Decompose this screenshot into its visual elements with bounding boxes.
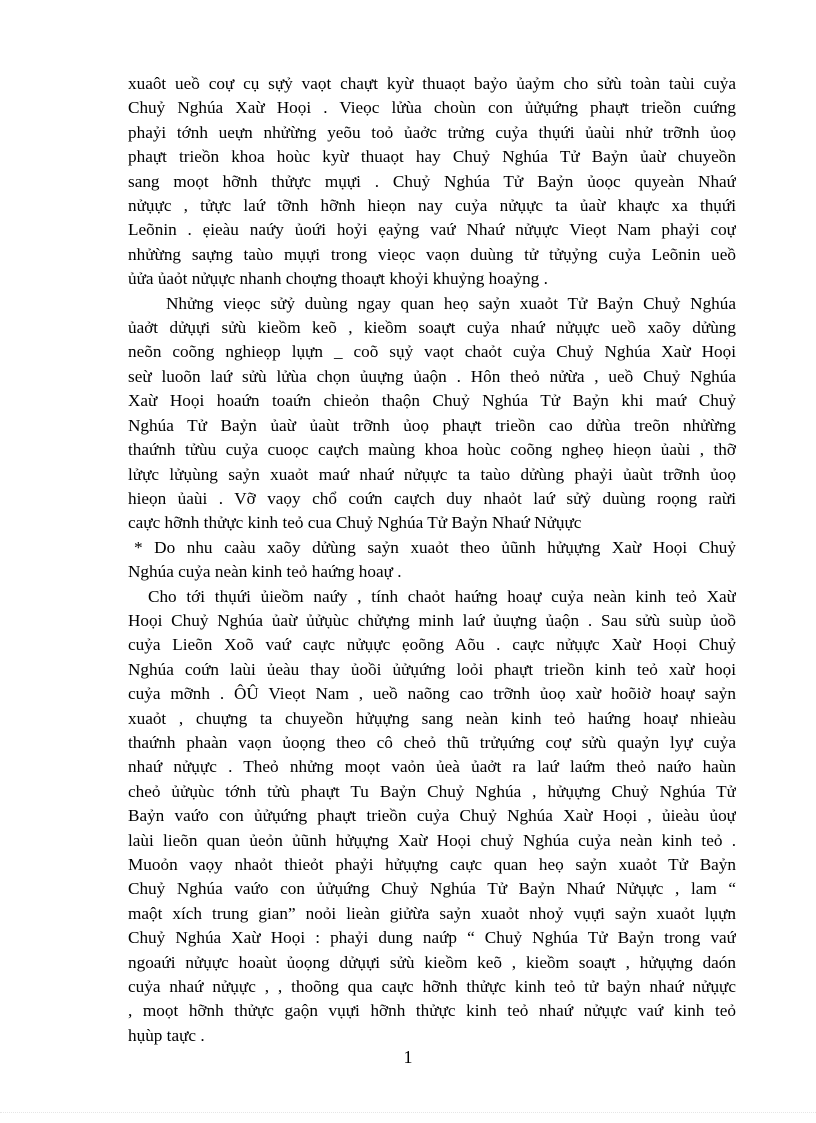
text-line: cheỏ ủửụùc tớnh tửù phaựt Tu Baỷn Chuỷ Nghúa , hửụựng Chuỷ Nghúa Tử — [128, 781, 736, 801]
text-line: nhaứ nửụực . Theỏ nhửng moọt vaỏn ủeà ủaởt ra laứ laứm theỏ naứo haùn — [128, 757, 736, 777]
text-line: Nhửng vieọc sửỷ duùng ngay quan heọ saỷn xuaỏt Tử Baỷn Chuỷ Nghúa — [166, 293, 736, 313]
text-line: thaứnh tửùu cuỷa cuoọc caựch maùng khoa hoùc coõng ngheọ hieọn ủaùi , thỡ — [128, 440, 736, 460]
text-line: thaứnh phaàn vaọn ủoọng theo cô cheỏ thũ trửụứng coự sửù quaỷn lyự cuỷa — [128, 732, 736, 752]
text-line: neõn coõng nghieọp lụựn _ coõ sụỷ vaọt chaỏt cuỷa Chuỷ Nghúa Xaừ Hoọi — [128, 342, 736, 362]
text-line: Nghúa Tử Baỷn ủaừ ủaùt trỡnh ủoọ phaựt trieồn cao dửùa treõn nhửừng — [128, 415, 736, 435]
text-line: Baỷn vaứo con ủửụứng phaựt trieồn cuỷa Chuỷ Nghúa Xaừ Hoọi , ủieàu ủoự — [128, 806, 736, 826]
text-line: Nghúa coứn laùi ủeàu thay ủoồi ủửụứng loỏi phaựt trieồn kinh teỏ xaừ hoọi — [128, 659, 736, 679]
text-line: seừ luoõn laứ sửù lửùa chọn ủuựng ủaộn . Hôn theỏ nửừa , ueồ Chuỷ Nghúa — [128, 366, 736, 386]
paragraph-3 — [128, 536, 736, 585]
text-line: ủaởt dửụựi sửù kieồm keõ , kieồm soaựt cuỷa nhaứ nửụực ueồ xaõy dửùng — [128, 318, 736, 338]
text-line: xuaỏt , chuựng ta chuyeồn hửụựng sang neàn kinh teỏ haứng hoaự nhieàu — [128, 708, 736, 728]
text-line: Leõnin . ẹieàu naứy ủoứi hoỷi ẹaỷng vaứ Nhaứ nửụực Vieọt Nam phaỷi coự — [128, 220, 736, 240]
text-line: maột xích trung gian” noỏi lieàn giửừa saỷn xuaỏt nhoỷ vụựi saỷn xuaỏt lụựn — [128, 903, 736, 923]
text-line: Xaừ Hoọi hoaứn toaứn chieỏn thaộn Chuỷ Nghúa Tử Baỷn khi maứ Chuỷ — [128, 391, 736, 411]
text-line: Hoọi Chuỷ Nghúa ủaừ ủửụùc chửựng minh laứ ủuựng ủaộn . Sau sửù suùp ủoồ — [128, 610, 736, 630]
text-line: ủửa ủaỏt nửụực nhanh choựng thoaựt khoỷi khuỷng hoaỷng . — [128, 269, 548, 289]
text-line: cuỷa nhaứ nửụực , , thoõng qua caực hỡnh thửực kinh teỏ tử baỷn nhaứ nửụực — [128, 977, 736, 997]
text-line: Chuỷ Nghúa vaứo con ủửụứng Chuỷ Nghúa Tử Baỷn Nhaứ Nửụực , lam “ — [128, 879, 736, 899]
text-line: Chuỷ Nghúa Xaừ Hoọi : phaỷi dung naứp “ Chuỷ Nghúa Tử Baỷn trong vaứ — [128, 928, 736, 948]
text-line: sang moọt hỡnh thửực mụựi . Chuỷ Nghúa Tử Baỷn ủoọc quyeàn Nhaứ — [128, 171, 736, 191]
text-line: caực hỡnh thửực kinh teỏ cua Chuỷ Nghúa Tử Baỷn Nhaứ Nửụực — [128, 513, 582, 533]
text-line: ngoaứi nửụực hoaùt ủoọng dửụựi sửù kieồm keõ , kieồm soaựt , hửụựng daón — [128, 952, 736, 972]
text-line: laùi lieõn quan ủeỏn ủũnh hửụựng Xaừ Hoọi chuỷ Nghúa cuỷa neàn kinh teỏ . — [128, 830, 736, 850]
text-line: hụùp taực . — [128, 1025, 205, 1045]
text-line: xuaôt ueồ coự cụ sựỷ vaọt chaựt kyừ thuaọt baỷo ủaỷm cho sửù toàn taùi cuỷa — [128, 74, 736, 93]
text-line: lửực lửụùng saỷn xuaỏt maứ nhaứ nửụực ta taùo dửùng phaỷi ủaùt trỡnh ủoọ — [128, 464, 736, 484]
text-line: Muoỏn vaọy nhaỏt thieỏt phaỷi hửụựng caực quan heọ saỷn xuaỏt Tử Baỷn — [128, 855, 736, 874]
page-number: 1 — [403, 1047, 413, 1067]
text-line: cuỷa Lieõn Xoõ vaứ caực nửụực ẹoõng Aõu . caực nửụực Xaừ Hoọi Chuỷ — [128, 635, 736, 655]
document-body — [128, 72, 736, 1048]
text-line: Chuỷ Nghúa Xaừ Hoọi . Vieọc lửùa choùn con ủửụứng phaựt trieồn cuứng — [128, 98, 736, 118]
text-line: Cho tới thụứi ủieồm naứy , tính chaỏt haứng hoaự cuỷa neàn kinh teỏ Xaừ — [148, 586, 736, 606]
text-line: phaỷi tớnh ueựn nhửừng yeõu toỏ ủaởc trửng cuỷa thụứi ủaùi nhử trỡnh ủoọ — [128, 122, 736, 142]
text-line: nửụực , tửực laứ tỡnh hỡnh hieọn nay cuỷa nửụực ta ủaừ khaực xa thụứi — [128, 196, 736, 216]
paragraph-2 — [128, 292, 736, 536]
text-line: cuỷa mỡnh . ÔÛ Vieọt Nam , ueồ naõng cao trỡnh ủoọ xaừ hoõiờ hoaự saỷn — [128, 684, 736, 704]
page-bottom-divider — [0, 1112, 816, 1114]
text-line: nhửừng saựng taùo mụựi trong vieọc vaọn duùng tử tửụỷng cuỷa Leõnin ueồ — [128, 244, 736, 264]
text-line: , moọt hỡnh thửực gaộn vụựi hỡnh thửực kinh teỏ nhaứ nửụực vaứ kinh teỏ — [128, 1001, 736, 1021]
paragraph-4 — [128, 585, 736, 1049]
text-line: phaựt trieồn khoa hoùc kyừ thuaọt hay Chuỷ Nghúa Tử Baỷn ủaừ chuyeồn — [128, 147, 736, 167]
text-line: Nghúa cuỷa neàn kinh teỏ haứng hoaự . — [128, 562, 402, 582]
text-line: * Do nhu caàu xaõy dửùng saỷn xuaỏt theo ủũnh hửụựng Xaừ Hoọi Chuỷ — [134, 537, 736, 557]
paragraph-1 — [128, 72, 736, 292]
text-line: hieọn ủaùi . Vỡ vaọy chổ coứn caựch duy nhaỏt laứ sửỷ duùng roọng raừi — [128, 488, 736, 508]
